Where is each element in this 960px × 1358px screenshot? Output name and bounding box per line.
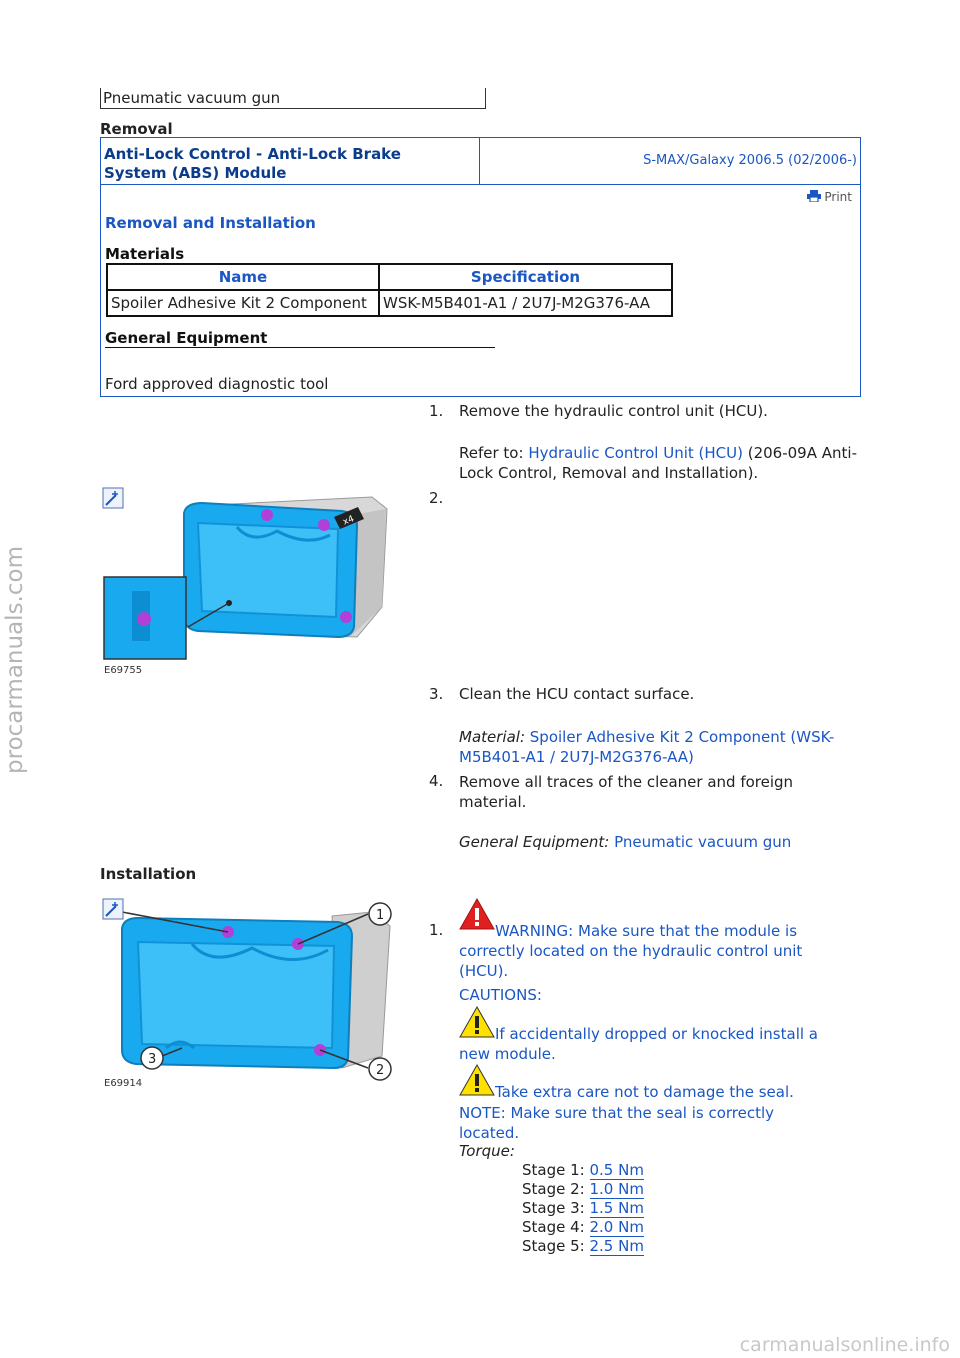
general-equipment-heading: General Equipment bbox=[105, 329, 495, 348]
torque-row bbox=[522, 1161, 644, 1179]
step-text: Remove all traces of the cleaner and foreign material. bbox=[459, 773, 794, 811]
torque-stage: Stage 4: bbox=[522, 1218, 585, 1236]
image-callout-x4: x4 bbox=[341, 514, 356, 528]
printer-icon bbox=[807, 190, 825, 204]
materials-header-row bbox=[107, 264, 672, 290]
material-link[interactable]: Spoiler Adhesive Kit 2 Component (WSK-M5B401-A1 / 2U7J-M2G376-AA) bbox=[459, 728, 835, 766]
torque-stage: Stage 3: bbox=[522, 1199, 585, 1217]
detail-label: Material: bbox=[459, 728, 525, 746]
equipment-item: Ford approved diagnostic tool bbox=[105, 375, 329, 393]
equipment-link[interactable]: Pneumatic vacuum gun bbox=[614, 833, 792, 851]
torque-stage: Stage 2: bbox=[522, 1180, 585, 1198]
installation-heading: Installation bbox=[100, 865, 197, 883]
materials-table bbox=[106, 263, 673, 317]
zoom-icon[interactable] bbox=[103, 899, 123, 919]
side-watermark: procarmanuals.com bbox=[2, 546, 28, 774]
callout-3: 3 bbox=[148, 1052, 157, 1067]
caution-text: Take extra care not to damage the seal. bbox=[495, 1083, 794, 1101]
abs-module-removal-image bbox=[102, 487, 398, 677]
warning-text: WARNING: Make sure that the module is correctly located on the hydraulic control unit (HCU). bbox=[459, 922, 803, 980]
torque-stage: Stage 5: bbox=[522, 1237, 585, 1255]
step-number: 3. bbox=[429, 685, 444, 703]
torque-value: 2.5 Nm bbox=[589, 1237, 644, 1255]
step-number: 4. bbox=[429, 772, 444, 790]
step-text: Clean the HCU contact surface. bbox=[459, 685, 695, 703]
reference-suffix: (206-09A Anti-Lock Control, Removal and Installation). bbox=[459, 444, 857, 482]
procedure-subtitle: Removal and Installation bbox=[105, 214, 316, 232]
bottom-watermark: carmanualsonline.info bbox=[739, 1334, 950, 1356]
print-button[interactable] bbox=[807, 190, 852, 204]
procedure-box bbox=[100, 137, 861, 397]
header-row bbox=[101, 138, 860, 185]
materials-heading: Materials bbox=[105, 245, 185, 263]
hcu-reference-link[interactable]: Hydraulic Control Unit (HCU) bbox=[528, 444, 743, 462]
reference-label: Refer to: bbox=[459, 444, 524, 462]
torque-row bbox=[522, 1180, 644, 1198]
callout-2: 2 bbox=[376, 1063, 385, 1078]
note-text: NOTE: Make sure that the seal is correctly located. bbox=[459, 1104, 775, 1142]
step-number: 1. bbox=[429, 402, 444, 420]
step-number: 2. bbox=[429, 489, 444, 507]
removal-heading: Removal bbox=[100, 120, 173, 138]
caution-text: If accidentally dropped or knocked install a new module. bbox=[459, 1025, 818, 1063]
torque-row bbox=[522, 1199, 644, 1217]
torque-value: 2.0 Nm bbox=[589, 1218, 644, 1236]
title-cell bbox=[101, 138, 480, 184]
callout-1: 1 bbox=[376, 908, 385, 923]
table-row bbox=[107, 290, 672, 316]
torque-row bbox=[522, 1218, 644, 1236]
material-specification: WSK-M5B401-A1 / 2U7J-M2G376-AA bbox=[379, 290, 672, 316]
fragment-text: Pneumatic vacuum gun bbox=[103, 89, 281, 107]
previous-page-fragment bbox=[100, 88, 486, 109]
detail-label: General Equipment: bbox=[459, 833, 610, 851]
torque-row bbox=[522, 1237, 644, 1255]
material-name: Spoiler Adhesive Kit 2 Component bbox=[107, 290, 379, 316]
torque-label: Torque: bbox=[459, 1142, 515, 1160]
print-label: Print bbox=[824, 190, 852, 204]
torque-value: 1.5 Nm bbox=[589, 1199, 644, 1217]
step-number: 1. bbox=[429, 921, 444, 939]
column-header-name: Name bbox=[107, 264, 379, 290]
material-detail bbox=[459, 727, 859, 767]
torque-value: 1.0 Nm bbox=[589, 1180, 644, 1198]
zoom-icon[interactable] bbox=[103, 488, 123, 508]
image-code: E69755 bbox=[104, 665, 143, 676]
step-reference bbox=[459, 443, 859, 483]
torque-stage: Stage 1: bbox=[522, 1161, 585, 1179]
torque-value: 0.5 Nm bbox=[589, 1161, 644, 1179]
image-code: E69914 bbox=[104, 1078, 143, 1089]
step-text: Remove the hydraulic control unit (HCU). bbox=[459, 402, 768, 420]
column-header-specification: Specification bbox=[379, 264, 672, 290]
cautions-heading: CAUTIONS: bbox=[459, 986, 542, 1004]
equipment-detail bbox=[459, 833, 791, 851]
model-label: S-MAX/Galaxy 2006.5 (02/2006-) bbox=[643, 153, 857, 168]
abs-module-installation-image bbox=[102, 898, 396, 1090]
procedure-title: Anti-Lock Control - Anti-Lock Brake System (ABS) Module bbox=[104, 145, 401, 182]
